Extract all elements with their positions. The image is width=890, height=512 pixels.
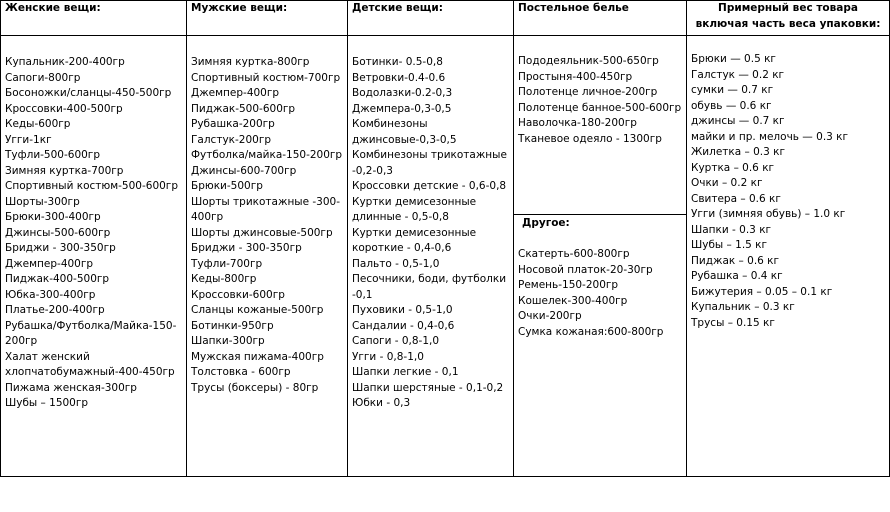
list-item: Джемпера-0,3-0,5 [352,102,452,115]
list-item: Рубашка – 0.4 кг [691,270,783,282]
list-item: Песочники, боди, футболки -0,1 [352,273,510,301]
list-item: Шапки - 0.3 кг [691,223,772,236]
list-item: Юбка-300-400гр [5,288,96,301]
list-item: Шубы – 1.5 кг [691,239,768,251]
list-item: Кеды-600гр [5,118,71,130]
list-item: Купальник-200-400гр [5,56,125,68]
list-item: Босоножки/сланцы-450-500гр [5,87,172,99]
kids-column [348,36,514,477]
list-item: Шорты-300гр [5,195,80,208]
list-item: Платье-200-400гр [5,304,105,316]
list-item: Куртки демисезонные длинные - 0,5-0,8 [352,195,480,223]
list-item: Толстовка - 600гр [191,366,291,378]
header-men: Мужские вещи: [187,1,348,36]
body-row [1,36,890,477]
list-item: Ботинки-950гр [191,319,274,332]
list-item: Шапки-300гр [191,335,265,347]
list-item: джинсы — 0.7 кг [691,115,785,127]
men-list [191,36,343,396]
list-item: Кеды-800гр [191,273,257,285]
list-item: Угги (зимняя обувь) – 1.0 кг [691,208,846,220]
list-item: Кроссовки-400-500гр [5,102,123,115]
list-item: Шубы – 1500гр [5,397,89,409]
list-item: Джемпер-400гр [191,87,280,99]
list-item: Бриджи - 300-350гр [191,242,302,254]
list-item: Ремень-150-200гр [518,279,619,291]
list-item: Сапоги-800гр [5,71,81,84]
list-item: Кроссовки детские - 0,6-0,8 [352,180,507,192]
list-item: Бижутерия – 0.05 – 0.1 кг [691,285,833,298]
list-item: Джинсы-500-600гр [5,226,111,239]
list-item: Угги-1кг [5,133,52,146]
list-item: майки и пр. мелочь — 0.3 кг [691,130,849,143]
list-item: Брюки-500гр [191,180,263,192]
list-item: Полотенце личное-200гр [518,86,658,98]
list-item: Кошелек-300-400гр [518,294,628,307]
list-item: Наволочка-180-200гр [518,117,637,129]
approx-weight-column [687,36,890,477]
list-item: Куртки демисезонные короткие - 0,4-0,6 [352,226,480,254]
header-women: Женские вещи: [1,1,187,36]
list-item: Очки-200гр [518,310,582,322]
header-row [1,1,890,36]
list-item: Сумка кожаная:600-800гр [518,325,664,338]
list-item: Пальто - 0,5-1,0 [352,257,440,270]
list-item: Шорты джинсовые-500гр [191,226,333,239]
list-item: Галстук-200гр [191,133,272,146]
list-item: Пиджак – 0.6 кг [691,254,780,267]
list-item: Рубашка/Футболка/Майка-150-200гр [5,319,177,347]
list-item: Шапки шерстяные - 0,1-0,2 [352,381,504,394]
list-item: Полотенце банное-500-600гр [518,101,682,114]
women-list [5,36,182,412]
kids-list [352,36,509,412]
list-item: Угги - 0,8-1,0 [352,350,424,363]
list-item: сумки — 0.7 кг [691,84,774,96]
list-item: Куртка – 0.6 кг [691,161,775,174]
list-item: Спортивный костюм-700гр [191,71,341,84]
list-item: Пиджак-400-500гр [5,273,110,285]
list-item: Пододеяльник-500-650гр [518,55,659,67]
header-kids: Детские вещи: [348,1,514,36]
list-item: Водолазки-0.2-0,3 [352,87,453,99]
list-item: Трусы – 0.15 кг [691,316,775,329]
list-item: Туфли-700гр [191,257,263,270]
list-item: Жилетка – 0.3 кг [691,146,786,158]
list-item: Брюки — 0.5 кг [691,53,776,65]
list-item: Юбки - 0,3 [352,397,411,409]
list-item: Халат женский хлопчатобумажный-400-450гр [5,350,175,378]
list-item: Носовой платок-20-30гр [518,263,653,276]
list-item: Шорты трикотажные -300-400гр [191,195,341,223]
list-item: обувь — 0.6 кг [691,99,772,112]
list-item: Пуховики - 0,5-1,0 [352,304,453,316]
other-section-title: Другое: [522,217,570,229]
list-item: Сапоги - 0,8-1,0 [352,335,440,347]
list-item: Пиджак-500-600гр [191,102,296,115]
list-item: Джемпер-400гр [5,257,94,270]
list-item: Зимняя куртка-700гр [5,164,124,177]
header-approx-weight: Примерный вес товара включая часть веса упаковки: [687,1,890,36]
list-item: Рубашка-200гр [191,118,275,130]
list-item: Шапки легкие - 0,1 [352,366,459,378]
list-item: Очки – 0.2 кг [691,177,763,189]
list-item: Туфли-500-600гр [5,149,100,161]
list-item: Футболка/майка-150-200гр [191,149,343,161]
list-item: Бриджи - 300-350гр [5,242,116,254]
men-column [187,36,348,477]
list-item: Брюки-300-400гр [5,211,101,223]
list-item: Ботинки- 0.5-0,8 [352,56,443,68]
list-item: Свитера – 0.6 кг [691,192,781,205]
list-item: Комбинезоны трикотажные -0,2-0,3 [352,149,511,177]
list-item: Трусы (боксеры) - 80гр [191,381,319,394]
approx-weight-list [691,36,885,331]
list-item: Джинсы-600-700гр [191,164,297,177]
bedding-column [514,36,687,477]
list-item: Зимняя куртка-800гр [191,56,310,68]
list-item: Кроссовки-600гр [191,288,285,301]
bedding-list [518,36,682,214]
list-item: Сандалии - 0,4-0,6 [352,319,455,332]
list-item: Простыня-400-450гр [518,70,633,83]
women-column [1,36,187,477]
other-list [518,230,682,340]
list-item: Спортивный костюм-500-600гр [5,180,178,192]
list-item: Ветровки-0.4-0.6 [352,71,446,84]
list-item: Скатерть-600-800гр [518,248,630,260]
header-bedding: Постельное белье [514,1,687,36]
list-item: Тканевое одеяло - 1300гр [518,132,662,145]
list-item: Пижама женская-300гр [5,381,137,394]
list-item: Мужская пижама-400гр [191,350,324,363]
list-item: Сланцы кожаные-500гр [191,304,324,316]
list-item: Комбинезоны джинсовые-0,3-0,5 [352,118,457,146]
list-item: Купальник – 0.3 кг [691,301,795,313]
list-item: Галстук — 0.2 кг [691,68,785,81]
